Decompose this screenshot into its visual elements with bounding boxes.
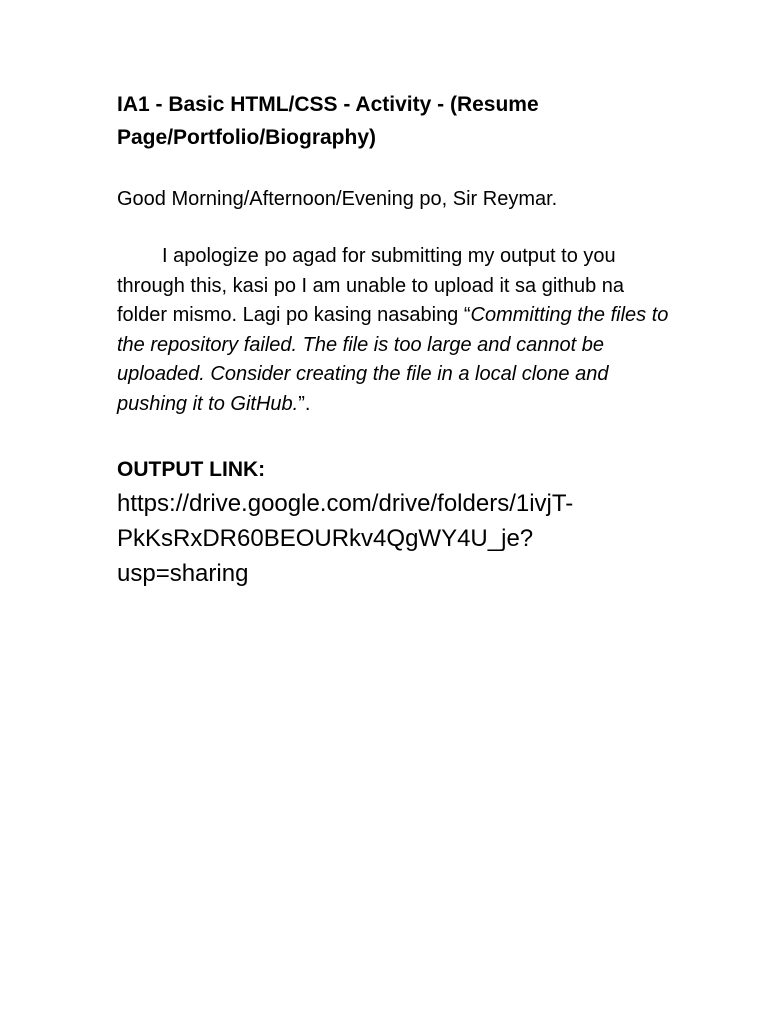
- output-link-label: OUTPUT LINK:: [117, 458, 266, 481]
- apology-text: I apologize po agad for submitting my output to you through this, kasi po I am unable to upload it sa github na folder mismo. Lagi po kasing nasabing “: [117, 245, 625, 326]
- apology-paragraph: [117, 242, 677, 419]
- error-message-quote: Committing the files to the repository failed. The file is too large and cannot be uploaded. Consider creating the file in a local clone and pushing it to GitHub.: [117, 304, 669, 415]
- quote-closing: ”.: [298, 392, 311, 415]
- document-body: [117, 88, 677, 591]
- greeting-line: Good Morning/Afternoon/Evening po, Sir Reymar.: [117, 188, 558, 210]
- output-link-url-line-2[interactable]: PkKsRxDR60BEOURkv4QgWY4U_je?: [117, 525, 534, 552]
- output-link-url-line-1[interactable]: https://drive.google.com/drive/folders/1ivjT-: [117, 490, 574, 517]
- output-link-url[interactable]: [117, 486, 657, 591]
- document-title: IA1 - Basic HTML/CSS - Activity - (Resume Page/Portfolio/Biography): [117, 93, 539, 149]
- output-link-url-line-3[interactable]: usp=sharing: [117, 560, 249, 587]
